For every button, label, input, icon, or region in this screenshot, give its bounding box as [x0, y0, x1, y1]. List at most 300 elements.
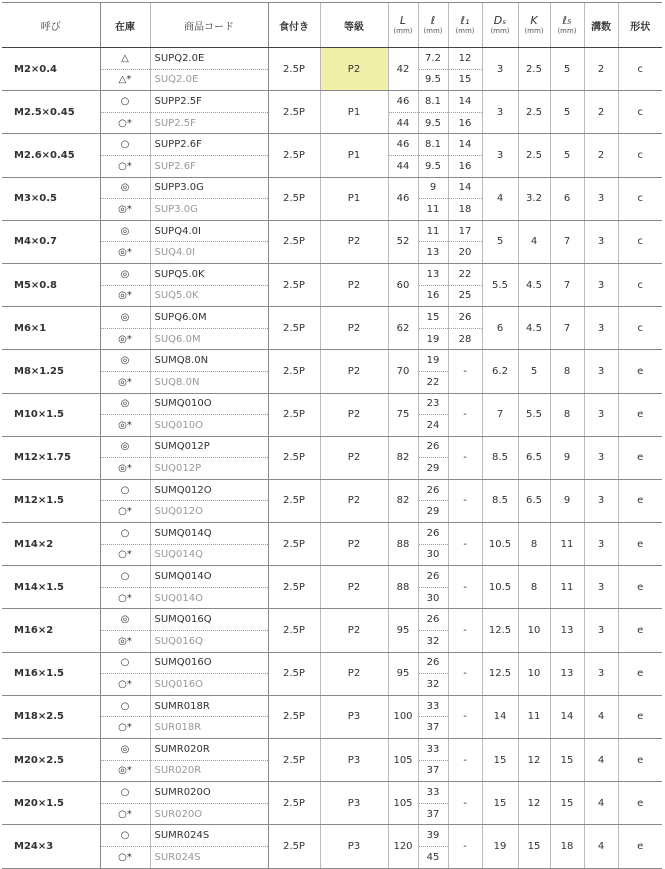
product-code-cell: SUMQ012P [150, 436, 268, 458]
stock-cell: ◎ [100, 350, 150, 372]
lead-cell: 2.5P [268, 263, 320, 306]
shape-cell: c [618, 177, 662, 220]
size-cell: M12×1.5 [2, 479, 100, 522]
l-cell: 37 [418, 717, 448, 739]
stock-cell: ○ [100, 523, 150, 545]
header-l5 [550, 3, 584, 48]
flutes-cell: 3 [584, 177, 618, 220]
shape-cell: c [618, 48, 662, 91]
grade-cell: P1 [320, 91, 388, 134]
stock-cell: ◎* [100, 199, 150, 221]
K-cell: 2.5 [518, 134, 550, 177]
lead-cell: 2.5P [268, 782, 320, 825]
product-code-cell: SUMR024S [150, 825, 268, 847]
product-code-cell: SUQ014Q [150, 544, 268, 566]
size-cell: M20×2.5 [2, 739, 100, 782]
flutes-cell: 3 [584, 652, 618, 695]
l1-cell: 17 [448, 220, 482, 242]
l-cell: 15 [418, 307, 448, 329]
l5-cell: 7 [550, 307, 584, 350]
product-code-cell: SUR018R [150, 717, 268, 739]
grade-cell: P2 [320, 48, 388, 91]
stock-cell: ◎ [100, 220, 150, 242]
l5-cell: 14 [550, 695, 584, 738]
lead-cell: 2.5P [268, 739, 320, 782]
size-cell: M18×2.5 [2, 695, 100, 738]
product-code-cell: SUMR020O [150, 782, 268, 804]
stock-cell: ○* [100, 587, 150, 609]
K-cell: 6.5 [518, 479, 550, 522]
table-row [2, 695, 662, 717]
size-cell: M3×0.5 [2, 177, 100, 220]
grade-cell: P3 [320, 782, 388, 825]
flutes-cell: 3 [584, 609, 618, 652]
ds-cell: 3 [482, 91, 518, 134]
grade-cell: P2 [320, 436, 388, 479]
header-l1-unit: (mm) [455, 26, 475, 35]
grade-cell: P2 [320, 350, 388, 393]
product-code-cell: SUPP2.6F [150, 134, 268, 156]
size-cell: M6×1 [2, 307, 100, 350]
ds-cell: 6 [482, 307, 518, 350]
product-code-cell: SUMQ010O [150, 393, 268, 415]
L-cell: 88 [388, 523, 418, 566]
ds-cell: 10.5 [482, 523, 518, 566]
l-cell: 37 [418, 803, 448, 825]
l-cell: 7.2 [418, 48, 448, 70]
stock-cell: ○* [100, 717, 150, 739]
l1-cell: 26 [448, 307, 482, 329]
lead-cell: 2.5P [268, 652, 320, 695]
l1-cell: - [448, 739, 482, 782]
l1-cell: - [448, 609, 482, 652]
l-cell: 26 [418, 479, 448, 501]
stock-cell: ◎ [100, 436, 150, 458]
table-row [2, 739, 662, 761]
shape-cell: e [618, 782, 662, 825]
l5-cell: 5 [550, 48, 584, 91]
shape-cell: e [618, 350, 662, 393]
size-cell: M4×0.7 [2, 220, 100, 263]
ds-cell: 14 [482, 695, 518, 738]
table-body [2, 48, 662, 869]
product-code-cell: SUMR020R [150, 739, 268, 761]
flutes-cell: 2 [584, 134, 618, 177]
l1-cell: 20 [448, 242, 482, 264]
K-cell: 8 [518, 566, 550, 609]
stock-cell: ○* [100, 846, 150, 868]
stock-cell: ○* [100, 544, 150, 566]
stock-cell: ○* [100, 501, 150, 523]
l-cell: 11 [418, 199, 448, 221]
table-row [2, 263, 662, 285]
ds-cell: 3 [482, 134, 518, 177]
l-cell: 26 [418, 436, 448, 458]
L-cell: 105 [388, 739, 418, 782]
K-cell: 15 [518, 825, 550, 868]
lead-cell: 2.5P [268, 134, 320, 177]
size-cell: M8×1.25 [2, 350, 100, 393]
l5-cell: 7 [550, 263, 584, 306]
L-cell: 70 [388, 350, 418, 393]
table-row [2, 652, 662, 674]
stock-cell: ○ [100, 825, 150, 847]
product-code-cell: SUP3.0G [150, 199, 268, 221]
table-row [2, 436, 662, 458]
l-cell: 22 [418, 371, 448, 393]
ds-cell: 7 [482, 393, 518, 436]
lead-cell: 2.5P [268, 350, 320, 393]
table-row [2, 609, 662, 631]
l5-cell: 8 [550, 350, 584, 393]
l5-cell: 5 [550, 134, 584, 177]
ds-cell: 4 [482, 177, 518, 220]
l5-cell: 9 [550, 479, 584, 522]
L-cell: 105 [388, 782, 418, 825]
l-cell: 19 [418, 328, 448, 350]
shape-cell: c [618, 263, 662, 306]
l-cell: 13 [418, 242, 448, 264]
K-cell: 2.5 [518, 91, 550, 134]
L-cell: 100 [388, 695, 418, 738]
flutes-cell: 4 [584, 739, 618, 782]
l-cell: 9 [418, 177, 448, 199]
shape-cell: e [618, 609, 662, 652]
flutes-cell: 3 [584, 436, 618, 479]
l-cell: 24 [418, 415, 448, 437]
stock-cell: ○* [100, 155, 150, 177]
product-code-cell: SUP2.5F [150, 112, 268, 134]
l1-cell: 16 [448, 155, 482, 177]
flutes-cell: 3 [584, 566, 618, 609]
shape-cell: c [618, 91, 662, 134]
K-cell: 5 [518, 350, 550, 393]
grade-cell: P2 [320, 652, 388, 695]
header-code: 商品コード [150, 3, 268, 48]
table-row [2, 307, 662, 329]
l1-cell: - [448, 782, 482, 825]
flutes-cell: 2 [584, 48, 618, 91]
L-cell: 120 [388, 825, 418, 868]
ds-cell: 15 [482, 739, 518, 782]
table-row [2, 566, 662, 588]
l-cell: 29 [418, 458, 448, 480]
grade-cell: P3 [320, 695, 388, 738]
header-ds-unit: (mm) [490, 26, 510, 35]
size-cell: M14×2 [2, 523, 100, 566]
ds-cell: 12.5 [482, 652, 518, 695]
grade-cell: P3 [320, 825, 388, 868]
table-row [2, 523, 662, 545]
l5-cell: 5 [550, 91, 584, 134]
header-lead: 食付き [268, 3, 320, 48]
stock-cell: ◎ [100, 177, 150, 199]
header-grade: 等級 [320, 3, 388, 48]
lead-cell: 2.5P [268, 523, 320, 566]
stock-cell: ◎* [100, 415, 150, 437]
size-cell: M14×1.5 [2, 566, 100, 609]
l1-cell: - [448, 350, 482, 393]
grade-cell: P2 [320, 263, 388, 306]
l-cell: 26 [418, 652, 448, 674]
header-L [388, 3, 418, 48]
shape-cell: e [618, 566, 662, 609]
l-cell: 30 [418, 544, 448, 566]
l1-cell: - [448, 436, 482, 479]
shape-cell: e [618, 695, 662, 738]
stock-cell: ○ [100, 91, 150, 113]
product-code-cell: SUMQ016O [150, 652, 268, 674]
product-code-cell: SUPQ6.0M [150, 307, 268, 329]
l5-cell: 11 [550, 523, 584, 566]
l-cell: 26 [418, 523, 448, 545]
l1-cell: 16 [448, 112, 482, 134]
size-cell: M20×1.5 [2, 782, 100, 825]
grade-cell: P1 [320, 134, 388, 177]
K-cell: 12 [518, 739, 550, 782]
K-cell: 10 [518, 609, 550, 652]
ds-cell: 5.5 [482, 263, 518, 306]
lead-cell: 2.5P [268, 48, 320, 91]
grade-cell: P2 [320, 479, 388, 522]
ds-cell: 15 [482, 782, 518, 825]
l5-cell: 11 [550, 566, 584, 609]
l-cell: 26 [418, 609, 448, 631]
product-code-cell: SUR020O [150, 803, 268, 825]
table-row [2, 91, 662, 113]
l5-cell: 13 [550, 652, 584, 695]
l-cell: 8.1 [418, 91, 448, 113]
product-code-cell: SUMQ014Q [150, 523, 268, 545]
stock-cell: ◎* [100, 631, 150, 653]
stock-cell: ◎ [100, 393, 150, 415]
l-cell: 29 [418, 501, 448, 523]
stock-cell: △ [100, 48, 150, 70]
l-cell: 33 [418, 782, 448, 804]
grade-cell: P3 [320, 739, 388, 782]
shape-cell: e [618, 479, 662, 522]
shape-cell: c [618, 134, 662, 177]
lead-cell: 2.5P [268, 479, 320, 522]
l-cell: 9.5 [418, 155, 448, 177]
product-code-cell: SUQ5.0K [150, 285, 268, 307]
stock-cell: ○ [100, 479, 150, 501]
l5-cell: 7 [550, 220, 584, 263]
flutes-cell: 4 [584, 782, 618, 825]
lead-cell: 2.5P [268, 91, 320, 134]
K-cell: 2.5 [518, 48, 550, 91]
K-cell: 3.2 [518, 177, 550, 220]
header-ds-symbol: Dₛ [493, 13, 507, 27]
table-row [2, 825, 662, 847]
l1-cell: - [448, 652, 482, 695]
L-cell: 44 [388, 155, 418, 177]
l5-cell: 6 [550, 177, 584, 220]
flutes-cell: 3 [584, 220, 618, 263]
flutes-cell: 3 [584, 393, 618, 436]
lead-cell: 2.5P [268, 825, 320, 868]
header-shape: 形状 [618, 3, 662, 48]
header-K-unit: (mm) [524, 26, 544, 35]
L-cell: 46 [388, 177, 418, 220]
grade-cell: P1 [320, 177, 388, 220]
table-header-row [2, 3, 662, 48]
l1-cell: 28 [448, 328, 482, 350]
header-L-symbol: L [399, 13, 407, 27]
product-code-cell: SUMQ016Q [150, 609, 268, 631]
header-ds [482, 3, 518, 48]
stock-cell: ○ [100, 782, 150, 804]
l-cell: 45 [418, 846, 448, 868]
l1-cell: - [448, 695, 482, 738]
l1-cell: - [448, 825, 482, 868]
l5-cell: 15 [550, 739, 584, 782]
grade-cell: P2 [320, 393, 388, 436]
grade-cell: P2 [320, 609, 388, 652]
L-cell: 42 [388, 48, 418, 91]
grade-cell: P2 [320, 307, 388, 350]
stock-cell: ○* [100, 674, 150, 696]
lead-cell: 2.5P [268, 695, 320, 738]
l-cell: 9.5 [418, 112, 448, 134]
table-row [2, 479, 662, 501]
product-code-cell: SUQ8.0N [150, 371, 268, 393]
ds-cell: 10.5 [482, 566, 518, 609]
product-code-cell: SUPQ2.0E [150, 48, 268, 70]
L-cell: 60 [388, 263, 418, 306]
l-cell: 9.5 [418, 69, 448, 91]
L-cell: 46 [388, 91, 418, 113]
l1-cell: 15 [448, 69, 482, 91]
size-cell: M16×2 [2, 609, 100, 652]
K-cell: 4.5 [518, 307, 550, 350]
grade-cell: P2 [320, 566, 388, 609]
L-cell: 44 [388, 112, 418, 134]
l1-cell: 14 [448, 91, 482, 113]
table-row [2, 393, 662, 415]
flutes-cell: 4 [584, 825, 618, 868]
stock-cell: ○* [100, 803, 150, 825]
shape-cell: e [618, 393, 662, 436]
header-l1-symbol: ℓ₁ [460, 13, 470, 27]
product-code-cell: SUP2.6F [150, 155, 268, 177]
stock-cell: ◎ [100, 307, 150, 329]
size-cell: M5×0.8 [2, 263, 100, 306]
product-code-cell: SUMQ8.0N [150, 350, 268, 372]
shape-cell: c [618, 307, 662, 350]
lead-cell: 2.5P [268, 177, 320, 220]
l1-cell: 25 [448, 285, 482, 307]
l-cell: 30 [418, 587, 448, 609]
table-row [2, 220, 662, 242]
L-cell: 82 [388, 436, 418, 479]
product-code-cell: SUMR018R [150, 695, 268, 717]
flutes-cell: 3 [584, 350, 618, 393]
ds-cell: 12.5 [482, 609, 518, 652]
l1-cell: 22 [448, 263, 482, 285]
lead-cell: 2.5P [268, 307, 320, 350]
stock-cell: ◎ [100, 609, 150, 631]
product-code-cell: SUQ016O [150, 674, 268, 696]
product-code-cell: SUR024S [150, 846, 268, 868]
lead-cell: 2.5P [268, 566, 320, 609]
product-code-cell: SUQ010O [150, 415, 268, 437]
product-code-cell: SUPP3.0G [150, 177, 268, 199]
stock-cell: ○ [100, 566, 150, 588]
product-code-cell: SUQ2.0E [150, 69, 268, 91]
ds-cell: 19 [482, 825, 518, 868]
header-K [518, 3, 550, 48]
lead-cell: 2.5P [268, 436, 320, 479]
l-cell: 19 [418, 350, 448, 372]
L-cell: 95 [388, 652, 418, 695]
product-code-cell: SUQ016Q [150, 631, 268, 653]
product-code-cell: SUPP2.5F [150, 91, 268, 113]
grade-cell: P2 [320, 220, 388, 263]
flutes-cell: 3 [584, 479, 618, 522]
lead-cell: 2.5P [268, 393, 320, 436]
stock-cell: ○ [100, 652, 150, 674]
stock-cell: ◎* [100, 242, 150, 264]
l1-cell: - [448, 479, 482, 522]
l-cell: 32 [418, 674, 448, 696]
l5-cell: 9 [550, 436, 584, 479]
size-cell: M2×0.4 [2, 48, 100, 91]
K-cell: 10 [518, 652, 550, 695]
l1-cell: - [448, 523, 482, 566]
l-cell: 33 [418, 695, 448, 717]
l-cell: 16 [418, 285, 448, 307]
shape-cell: e [618, 523, 662, 566]
l1-cell: 14 [448, 177, 482, 199]
header-l [418, 3, 448, 48]
size-cell: M24×3 [2, 825, 100, 868]
product-code-cell: SUPQ5.0K [150, 263, 268, 285]
stock-cell: ○* [100, 112, 150, 134]
shape-cell: e [618, 652, 662, 695]
product-code-cell: SUMQ012O [150, 479, 268, 501]
flutes-cell: 2 [584, 91, 618, 134]
size-cell: M16×1.5 [2, 652, 100, 695]
table-row [2, 134, 662, 156]
l-cell: 32 [418, 631, 448, 653]
l-cell: 26 [418, 566, 448, 588]
header-l-symbol: ℓ [430, 13, 436, 27]
product-code-cell: SUQ012P [150, 458, 268, 480]
table-row [2, 48, 662, 70]
l-cell: 39 [418, 825, 448, 847]
K-cell: 6.5 [518, 436, 550, 479]
flutes-cell: 3 [584, 523, 618, 566]
l1-cell: 18 [448, 199, 482, 221]
size-cell: M10×1.5 [2, 393, 100, 436]
K-cell: 11 [518, 695, 550, 738]
l-cell: 33 [418, 739, 448, 761]
table-row [2, 782, 662, 804]
stock-cell: ◎* [100, 328, 150, 350]
l5-cell: 8 [550, 393, 584, 436]
K-cell: 4 [518, 220, 550, 263]
stock-cell: ◎* [100, 285, 150, 307]
l1-cell: - [448, 393, 482, 436]
L-cell: 52 [388, 220, 418, 263]
flutes-cell: 4 [584, 695, 618, 738]
table-row [2, 177, 662, 199]
ds-cell: 5 [482, 220, 518, 263]
ds-cell: 8.5 [482, 479, 518, 522]
table-row [2, 350, 662, 372]
flutes-cell: 3 [584, 263, 618, 306]
